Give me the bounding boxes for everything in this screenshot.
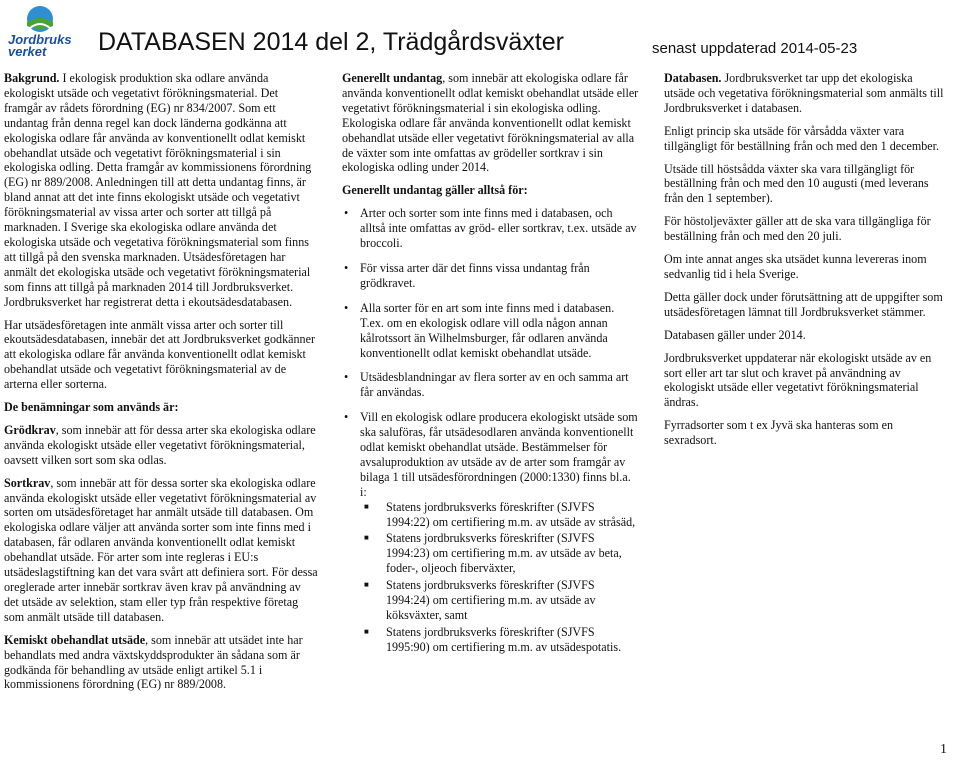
list-item xyxy=(342,410,640,655)
bakgrund-paragraph-2: Har utsädesföretagen inte anmält vissa arter och sorter till ekoutsädesdatabasen, innebär det att Jordbruksverket godkänner att ekologiska odlare får använda konventionellt odlat kemiskt obehandlat utsäde och vegetativt förökningsmaterial av de arterna eller sorterna. xyxy=(4,317,315,392)
grodkrav-label: Grödkrav xyxy=(4,422,56,437)
column-left xyxy=(4,71,318,700)
sublist-item: ■ Statens jordbruksverks föreskrifter (SJVFS 1994:24) om certifiering m.m. av utsäde av köksväxter, samt xyxy=(360,578,640,623)
sortkrav-label: Sortkrav xyxy=(4,475,51,490)
paragraph: Enligt princip ska utsäde för vårsådda växter vara tillgängligt för beställning från och med den 1 december. xyxy=(664,123,940,153)
list-item: • Arter och sorter som inte finns med i databasen, och alltså inte omfattas av gröd- eller sortkrav, t.ex. utsäde av broccoli. xyxy=(342,206,640,251)
bakgrund-label: Bakgrund. xyxy=(4,71,60,85)
sortkrav-text: , som innebär att för dessa sorter ska ekologiska odlare använda ekologiskt utsäde eller vegetativt förökningsmaterial av sorten om utsädesföretaget har anmält utsäde till databasen. Om ekologiska odlare väljer att använda sorter som inte finns med i databasen, får odlaren använda konventionellt odlat kemiskt obehandlat utsäde. För arter som inte regleras i EU:s utsädeslagstiftning kan det vara svårt att definiera sort. För dessa oreglerade arter innebär sortkrav även krav på användning av det utsäde av selektion, stam eller typ från respektive företag som anmält utsäde till databasen. xyxy=(4,475,318,624)
paragraph: För höstoljeväxter gäller att de ska vara tillgängliga för beställning från och med den 20 juli. xyxy=(664,214,931,244)
kemiskt-text: , som innebär att utsädet inte har behandlats med andra växtskyddsprodukter än sådana som är godkända för behandling av utsäde enligt artikel 5.1 i kommissionens förordning (EG) nr 889/2008. xyxy=(4,632,303,692)
benamningar-heading: De benämningar som används är: xyxy=(4,400,179,415)
undantag-heading: Generellt undantag gäller alltså för: xyxy=(342,183,528,198)
paragraph: Om inte annat anges ska utsädet kunna levereras inom sedvanlig tid i hela Sverige. xyxy=(664,252,927,281)
sublist-item: ■ Statens jordbruksverks föreskrifter (SJVFS 1994:22) om certifiering m.m. av utsäde av stråsäd, xyxy=(360,500,640,530)
list-item: • Alla sorter för en art som inte finns med i databasen. T.ex. om en ekologisk odlare vill odla någon annan kålrotssort än Wilhelmsburger, får odlaren använda konventionellt odlat kemiskt obehandlat utsäde. xyxy=(342,301,640,361)
databas-paragraph xyxy=(664,71,946,116)
logo-line-2: verket xyxy=(8,44,47,59)
logo-mark-icon xyxy=(24,4,56,34)
logo-line-1: Jordbruks xyxy=(8,32,72,47)
kemiskt-label: Kemiskt obehandlat utsäde xyxy=(4,632,146,647)
logo-text xyxy=(8,34,72,58)
grodkrav-paragraph xyxy=(4,423,318,468)
paragraph: Databasen gäller under 2014. xyxy=(664,327,806,342)
kemiskt-paragraph xyxy=(4,633,318,693)
jordbruksverket-logo xyxy=(4,4,96,66)
column-middle xyxy=(342,71,640,665)
sjvfs-sublist xyxy=(360,500,640,655)
databas-label: Databasen. xyxy=(664,71,722,85)
undantag-label: Generellt undantag xyxy=(342,71,443,85)
bakgrund-paragraph xyxy=(4,71,318,310)
paragraph: Fyrradsorter som t ex Jyvä ska hanteras som en sexradsort. xyxy=(664,418,894,448)
update-date: senast uppdaterad 2014-05-23 xyxy=(652,40,858,57)
undantag-list xyxy=(342,206,640,654)
paragraph: Detta gäller dock under förutsättning att de uppgifter som utsädesföretagen lämnat till Jordbruksverket stämmer. xyxy=(664,289,943,319)
list-item: • Utsädesblandningar av flera sorter av en och samma art får användas. xyxy=(342,370,640,400)
sublist-item: ■ Statens jordbruksverks föreskrifter (SJVFS 1994:23) om certifiering m.m. av utsäde av beta, foder-, oljeoch fiberväxter, xyxy=(360,531,640,576)
sublist-item: ■ Statens jordbruksverks föreskrifter (SJVFS 1995:90) om certifiering m.m. av utsädespotatis. xyxy=(360,625,640,655)
undantag-text: , som innebär att ekologiska odlare får använda konventionellt odlat kemiskt obehandlat utsäde eller vegetativt förökningsmaterial i sin ekologiska odling. Ekologiska odlare får använda konventionellt odlat kemiskt obehandlat utsäde eller vegetativt förökningsmaterial av alla de växter som inte omfattas av grödeller sortkrav i sin ekologiska odling under 2014. xyxy=(342,71,639,175)
list-item: • För vissa arter där det finns vissa undantag från grödkravet. xyxy=(342,261,640,291)
page-number: 1 xyxy=(940,742,947,757)
sortkrav-paragraph xyxy=(4,476,318,625)
column-right xyxy=(664,71,946,456)
page-title: DATABASEN 2014 del 2, Trädgårdsväxter xyxy=(98,28,564,56)
grodkrav-text: , som innebär att för dessa arter ska ekologiska odlare använda ekologiskt utsäde eller vegetativt förökningsmaterial, oavsett vilken sort som ska odlas. xyxy=(4,422,316,467)
paragraph: Jordbruksverket uppdaterar när ekologiskt utsäde av en sort eller art tar slut och kravet på användning av ekologiskt utsäde eller vegetativt förökningsmaterial ändras. xyxy=(664,350,932,410)
paragraph: Utsäde till höstsådda växter ska vara tillgängligt för beställning från och med den 10 augusti (med leverans från den 1 september). xyxy=(664,161,929,206)
databas-text: Jordbruksverket tar upp det ekologiska utsäde och vegetativa förökningsmaterial som anmälts till Jordbruksverket i databasen. xyxy=(664,71,944,115)
undantag-paragraph xyxy=(342,71,640,175)
bakgrund-text: I ekologisk produktion ska odlare använda ekologiskt utsäde och vegetativt förökningsmaterial. Det framgår av rådets förordning (EG) nr 834/2007. Som ett undantag från denna regel kan dock länderna godkänna att ekologiska odlare får använda av konventionellt odlat kemiskt obehandlat utsäde och vegetativt förökningsmaterial i sin ekologiska odling. Detta framgår av kommissionens förordning (EG) nr 889/2008. Anledningen till att detta undantag finns, är bland annat att det inte finns ekologiskt utsäde och vegetativt förökningsmaterial av vissa arter och sorter att tillgå på marknaden. I Sverige ska ekologiska odlare använda det ekologiska utsäde och vegetativa förökningsmaterial som finns att tillgå på den svenska marknaden. Utsädesföretagen har anmält det ekologiska utsäde och vegetativt förökningsmaterial som finns att tillgå på marknaden 2014 till Jordbruksverket. Jordbruksverket har registrerat detta i ekoutsädesdatabasen. xyxy=(4,71,312,309)
list-item-text: Vill en ekologisk odlare producera ekologiskt utsäde som ska saluföras, får utsädesodlaren använda konventionellt odlat kemiskt obehandlat utsäde. Bestämmelser för avsaluproduktion av utsäde av de arter som framgår av bilaga 1 till utsädesförordningen (2000:1330) finns bl.a. i: xyxy=(360,410,638,499)
